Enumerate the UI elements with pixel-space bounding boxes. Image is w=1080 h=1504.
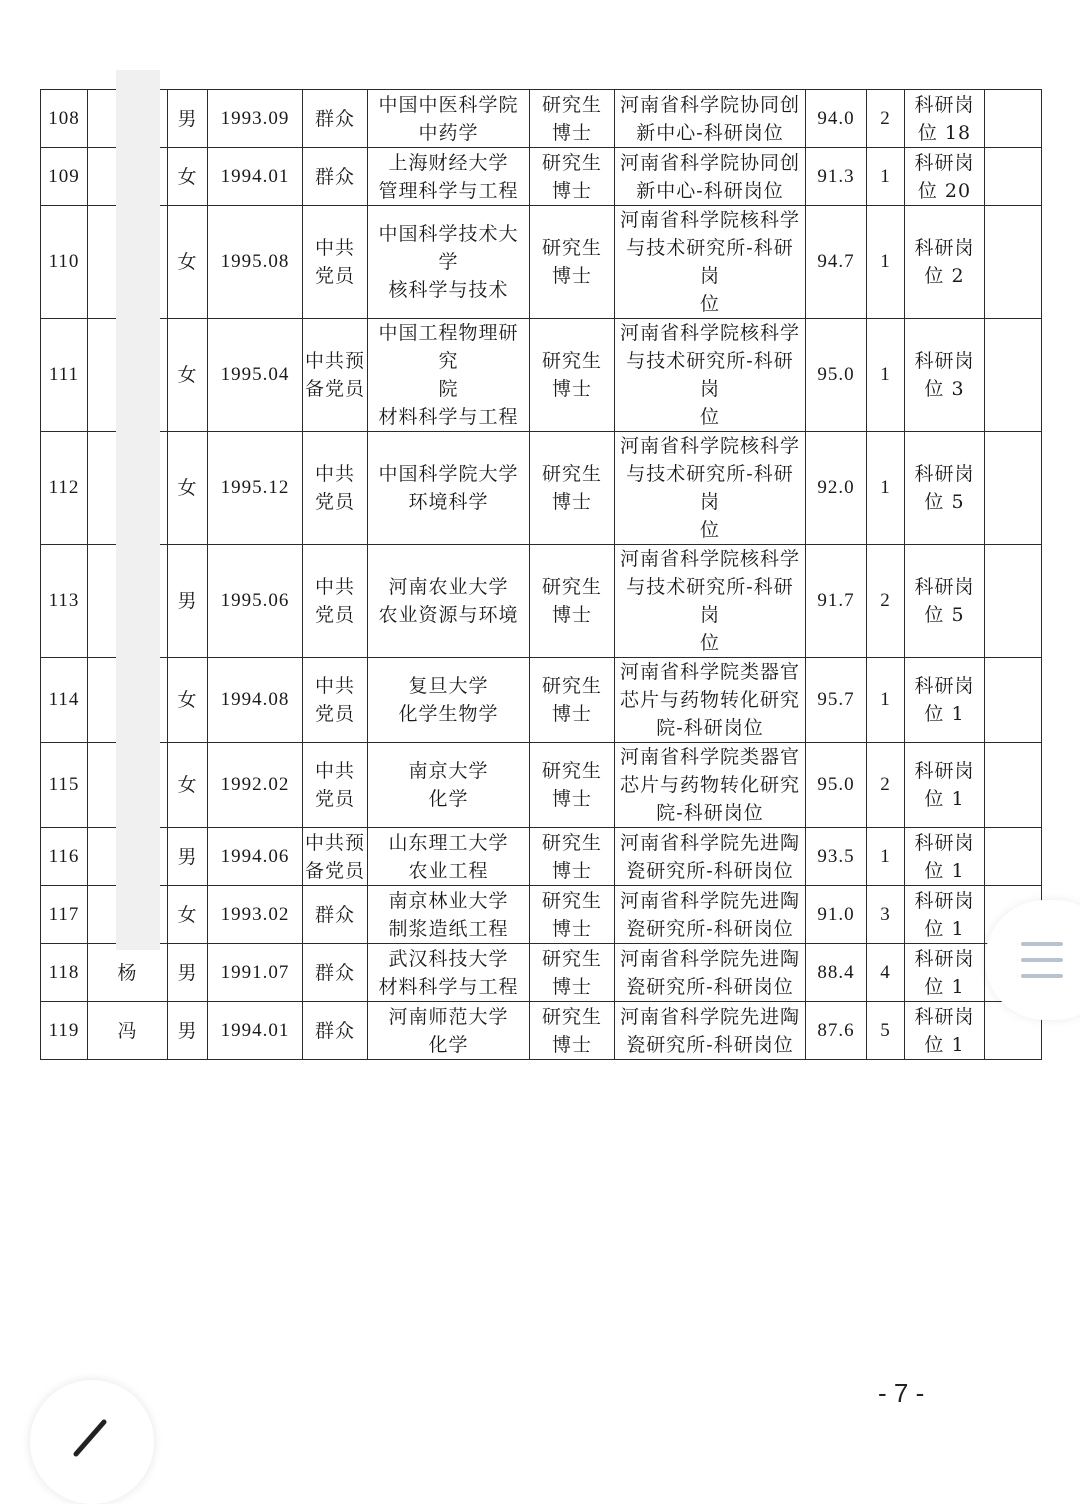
edit-button[interactable] xyxy=(30,1380,154,1504)
cell-politics-text: 群众 xyxy=(314,1019,355,1042)
cell-post xyxy=(905,545,985,658)
cell-birth-text: 1994.06 xyxy=(220,845,290,867)
cell-degree xyxy=(530,206,615,319)
cell-degree xyxy=(530,545,615,658)
cell-unit xyxy=(615,944,806,1002)
cell-politics xyxy=(303,1002,368,1060)
cell-politics xyxy=(303,658,368,743)
cell-unit xyxy=(615,545,806,658)
cell-school-text: 河南农业大学 农业资源与环境 xyxy=(378,576,519,626)
cell-gender xyxy=(168,1002,208,1060)
cell-name xyxy=(88,1002,168,1060)
cell-politics xyxy=(303,319,368,432)
cell-unit-text: 河南省科学院核科学 与技术研究所-科研岗 位 xyxy=(619,548,800,654)
cell-school-text: 复旦大学 化学生物学 xyxy=(398,675,499,725)
cell-remark xyxy=(985,90,1042,148)
cell-remark xyxy=(985,743,1042,828)
cell-birth-text: 1993.09 xyxy=(220,107,290,129)
candidate-table xyxy=(40,89,1042,1060)
cell-gender-text: 男 xyxy=(177,590,198,612)
cell-no-text: 116 xyxy=(48,845,80,867)
cell-no xyxy=(41,545,88,658)
cell-degree-text: 研究生 博士 xyxy=(541,1005,602,1056)
cell-gender-text: 男 xyxy=(177,107,198,130)
cell-post-text: 科研岗 位 1 xyxy=(914,947,975,998)
cell-score xyxy=(806,1002,867,1060)
cell-politics-text: 中共 党员 xyxy=(314,463,355,513)
cell-score-text: 95.0 xyxy=(817,774,855,795)
cell-birth xyxy=(208,545,303,658)
cell-school-text: 河南师范大学 化学 xyxy=(388,1005,509,1056)
cell-politics xyxy=(303,886,368,944)
cell-no-text: 115 xyxy=(48,774,80,795)
cell-no-text: 112 xyxy=(48,477,80,498)
cell-no xyxy=(41,743,88,828)
cell-no xyxy=(41,90,88,148)
cell-post xyxy=(905,658,985,743)
cell-politics xyxy=(303,944,368,1002)
cell-rank-text: 4 xyxy=(880,961,891,983)
cell-degree-text: 研究生 博士 xyxy=(541,576,602,626)
cell-gender-text: 女 xyxy=(177,251,198,273)
cell-degree-text: 研究生 博士 xyxy=(541,350,602,400)
cell-school xyxy=(368,743,530,828)
table-row xyxy=(41,206,1042,319)
cell-degree xyxy=(530,886,615,944)
cell-no-text: 118 xyxy=(48,961,80,983)
cell-post xyxy=(905,148,985,206)
cell-gender-text: 女 xyxy=(177,903,198,926)
cell-no-text: 114 xyxy=(48,689,80,710)
cell-post-text: 科研岗 位 1 xyxy=(914,831,975,882)
cell-politics-text: 中共 党员 xyxy=(314,576,355,626)
cell-rank xyxy=(867,545,905,658)
cell-unit-text: 河南省科学院先进陶 瓷研究所-科研岗位 xyxy=(619,947,800,998)
table-row xyxy=(41,545,1042,658)
cell-school-text: 中国科学技术大学 核科学与技术 xyxy=(378,223,519,301)
cell-no-text: 110 xyxy=(48,251,80,272)
table-row xyxy=(41,432,1042,545)
cell-school-text: 中国中医科学院 中药学 xyxy=(378,93,519,144)
table-row xyxy=(41,148,1042,206)
cell-no xyxy=(41,432,88,545)
cell-rank xyxy=(867,90,905,148)
cell-birth-text: 1995.06 xyxy=(220,590,290,611)
cell-gender xyxy=(168,545,208,658)
cell-rank xyxy=(867,148,905,206)
table-row xyxy=(41,828,1042,886)
cell-politics-text: 中共 党员 xyxy=(314,675,355,725)
cell-score-text: 94.7 xyxy=(817,251,855,272)
cell-rank xyxy=(867,1002,905,1060)
table-row xyxy=(41,90,1042,148)
cell-gender-text: 男 xyxy=(177,1019,198,1042)
cell-unit-text: 河南省科学院先进陶 瓷研究所-科研岗位 xyxy=(619,1005,800,1056)
cell-birth xyxy=(208,90,303,148)
cell-gender xyxy=(168,886,208,944)
cell-gender-text: 女 xyxy=(177,165,198,188)
cell-birth-text: 1994.08 xyxy=(220,689,290,710)
cell-post xyxy=(905,319,985,432)
cell-gender xyxy=(168,944,208,1002)
page-number: - 7 - xyxy=(878,1378,925,1408)
cell-post-text: 科研岗 位 20 xyxy=(914,151,975,202)
cell-score-text: 91.0 xyxy=(817,903,855,925)
cell-post-text: 科研岗 位 2 xyxy=(914,237,975,287)
cell-politics-text: 群众 xyxy=(314,903,355,926)
cell-unit xyxy=(615,206,806,319)
cell-school xyxy=(368,206,530,319)
cell-school-text: 上海财经大学 管理科学与工程 xyxy=(378,151,519,202)
cell-unit xyxy=(615,1002,806,1060)
cell-gender xyxy=(168,90,208,148)
cell-remark xyxy=(985,545,1042,658)
cell-school xyxy=(368,1002,530,1060)
cell-birth xyxy=(208,1002,303,1060)
cell-degree xyxy=(530,90,615,148)
cell-score-text: 87.6 xyxy=(817,1019,855,1041)
table-row xyxy=(41,1002,1042,1060)
cell-gender-text: 男 xyxy=(177,961,198,984)
cell-post xyxy=(905,886,985,944)
table-body xyxy=(41,90,1042,1060)
cell-unit xyxy=(615,90,806,148)
cell-degree xyxy=(530,944,615,1002)
cell-post-text: 科研岗 位 3 xyxy=(914,350,975,400)
cell-unit-text: 河南省科学院先进陶 瓷研究所-科研岗位 xyxy=(619,889,800,940)
cell-degree-text: 研究生 博士 xyxy=(541,237,602,287)
cell-score xyxy=(806,90,867,148)
cell-rank xyxy=(867,743,905,828)
cell-unit xyxy=(615,319,806,432)
cell-no-text: 111 xyxy=(48,364,80,385)
cell-degree-text: 研究生 博士 xyxy=(541,947,602,998)
cell-birth xyxy=(208,319,303,432)
cell-degree-text: 研究生 博士 xyxy=(541,675,602,725)
cell-degree xyxy=(530,658,615,743)
cell-gender xyxy=(168,432,208,545)
cell-post xyxy=(905,743,985,828)
cell-gender xyxy=(168,743,208,828)
cell-score xyxy=(806,828,867,886)
cell-no-text: 108 xyxy=(48,107,80,129)
cell-unit-text: 河南省科学院协同创 新中心-科研岗位 xyxy=(619,151,800,202)
cell-name-text: 冯 xyxy=(117,1019,138,1042)
cell-birth-text: 1995.12 xyxy=(220,477,290,498)
cell-degree-text: 研究生 博士 xyxy=(541,760,602,810)
cell-remark xyxy=(985,319,1042,432)
cell-school xyxy=(368,658,530,743)
cell-no xyxy=(41,319,88,432)
cell-birth xyxy=(208,743,303,828)
cell-school-text: 武汉科技大学 材料科学与工程 xyxy=(378,947,519,998)
name-redaction-block xyxy=(116,70,160,950)
cell-post-text: 科研岗 位 18 xyxy=(914,93,975,144)
cell-unit xyxy=(615,886,806,944)
cell-degree xyxy=(530,828,615,886)
cell-gender-text: 女 xyxy=(177,774,198,796)
cell-school-text: 中国工程物理研究 院 材料科学与工程 xyxy=(378,322,519,428)
cell-score-text: 95.7 xyxy=(817,689,855,710)
cell-rank-text: 2 xyxy=(880,107,891,129)
table-row xyxy=(41,944,1042,1002)
table-row xyxy=(41,658,1042,743)
cell-gender-text: 女 xyxy=(177,364,198,386)
cell-degree-text: 研究生 博士 xyxy=(541,889,602,940)
cell-birth-text: 1992.02 xyxy=(220,774,290,795)
cell-birth xyxy=(208,658,303,743)
cell-score-text: 95.0 xyxy=(817,364,855,385)
cell-birth-text: 1991.07 xyxy=(220,961,290,983)
cell-remark xyxy=(985,148,1042,206)
cell-post-text: 科研岗 位 1 xyxy=(914,675,975,725)
cell-no xyxy=(41,944,88,1002)
cell-politics xyxy=(303,743,368,828)
cell-post xyxy=(905,206,985,319)
cell-score-text: 91.3 xyxy=(817,165,855,187)
cell-birth xyxy=(208,206,303,319)
pencil-icon xyxy=(70,1410,120,1460)
cell-unit xyxy=(615,432,806,545)
cell-gender-text: 女 xyxy=(177,477,198,499)
cell-degree xyxy=(530,148,615,206)
cell-unit xyxy=(615,148,806,206)
cell-gender xyxy=(168,148,208,206)
cell-remark xyxy=(985,432,1042,545)
cell-no-text: 119 xyxy=(48,1019,80,1041)
cell-school xyxy=(368,545,530,658)
cell-birth xyxy=(208,828,303,886)
cell-unit xyxy=(615,828,806,886)
cell-rank-text: 1 xyxy=(880,251,891,272)
cell-degree xyxy=(530,743,615,828)
cell-birth-text: 1994.01 xyxy=(220,165,290,187)
cell-rank-text: 1 xyxy=(880,165,891,187)
cell-gender-text: 男 xyxy=(177,845,198,868)
cell-remark xyxy=(985,206,1042,319)
cell-school-text: 南京大学 化学 xyxy=(408,760,489,810)
cell-rank-text: 3 xyxy=(880,903,891,925)
cell-remark xyxy=(985,658,1042,743)
cell-no xyxy=(41,148,88,206)
cell-score-text: 88.4 xyxy=(817,961,855,983)
cell-rank-text: 2 xyxy=(880,774,891,795)
cell-politics-text: 群众 xyxy=(314,107,355,130)
cell-school-text: 南京林业大学 制浆造纸工程 xyxy=(388,889,509,940)
cell-rank xyxy=(867,944,905,1002)
cell-degree-text: 研究生 博士 xyxy=(541,463,602,513)
cell-score-text: 93.5 xyxy=(817,845,855,867)
cell-post xyxy=(905,828,985,886)
cell-birth-text: 1995.04 xyxy=(220,364,290,385)
cell-unit xyxy=(615,743,806,828)
cell-rank xyxy=(867,432,905,545)
cell-score-text: 92.0 xyxy=(817,477,855,498)
cell-unit-text: 河南省科学院核科学 与技术研究所-科研岗 位 xyxy=(619,322,800,428)
cell-degree xyxy=(530,432,615,545)
cell-rank xyxy=(867,886,905,944)
cell-politics xyxy=(303,828,368,886)
cell-school-text: 中国科学院大学 环境科学 xyxy=(378,463,519,513)
cell-remark xyxy=(985,828,1042,886)
cell-rank-text: 1 xyxy=(880,477,891,498)
cell-score-text: 91.7 xyxy=(817,590,855,611)
cell-birth xyxy=(208,148,303,206)
cell-unit-text: 河南省科学院协同创 新中心-科研岗位 xyxy=(619,93,800,144)
cell-politics xyxy=(303,206,368,319)
cell-school xyxy=(368,90,530,148)
cell-no xyxy=(41,658,88,743)
cell-school xyxy=(368,319,530,432)
cell-no xyxy=(41,828,88,886)
cell-score xyxy=(806,148,867,206)
cell-birth xyxy=(208,944,303,1002)
cell-score xyxy=(806,658,867,743)
cell-no xyxy=(41,886,88,944)
cell-name xyxy=(88,944,168,1002)
cell-no-text: 113 xyxy=(48,590,80,611)
cell-no-text: 117 xyxy=(48,903,80,925)
cell-score xyxy=(806,944,867,1002)
cell-name-text: 杨 xyxy=(117,961,138,984)
cell-score xyxy=(806,319,867,432)
cell-politics-text: 中共预 备党员 xyxy=(305,831,366,882)
cell-gender xyxy=(168,206,208,319)
cell-post-text: 科研岗 位 1 xyxy=(914,889,975,940)
cell-birth-text: 1994.01 xyxy=(220,1019,290,1041)
cell-unit xyxy=(615,658,806,743)
cell-school xyxy=(368,148,530,206)
cell-post-text: 科研岗 位 1 xyxy=(914,760,975,810)
cell-politics xyxy=(303,545,368,658)
cell-post xyxy=(905,432,985,545)
cell-politics xyxy=(303,148,368,206)
table-row xyxy=(41,319,1042,432)
cell-rank-text: 1 xyxy=(880,364,891,385)
cell-post-text: 科研岗 位 5 xyxy=(914,576,975,626)
cell-no-text: 109 xyxy=(48,165,80,187)
cell-degree-text: 研究生 博士 xyxy=(541,151,602,202)
cell-post xyxy=(905,1002,985,1060)
cell-rank xyxy=(867,319,905,432)
cell-politics-text: 中共 党员 xyxy=(314,237,355,287)
cell-gender xyxy=(168,319,208,432)
cell-school xyxy=(368,944,530,1002)
cell-score xyxy=(806,545,867,658)
cell-rank-text: 5 xyxy=(880,1019,891,1041)
cell-rank xyxy=(867,658,905,743)
cell-unit-text: 河南省科学院类器官 芯片与药物转化研究 院-科研岗位 xyxy=(619,746,800,824)
cell-gender-text: 女 xyxy=(177,689,198,711)
cell-birth-text: 1995.08 xyxy=(220,251,290,272)
cell-rank-text: 1 xyxy=(880,845,891,867)
cell-rank xyxy=(867,206,905,319)
cell-rank xyxy=(867,828,905,886)
cell-politics-text: 群众 xyxy=(314,165,355,188)
cell-post-text: 科研岗 位 1 xyxy=(914,1005,975,1056)
cell-score xyxy=(806,432,867,545)
cell-unit-text: 河南省科学院类器官 芯片与药物转化研究 院-科研岗位 xyxy=(619,661,800,739)
cell-birth-text: 1993.02 xyxy=(220,903,290,925)
cell-school xyxy=(368,886,530,944)
cell-birth xyxy=(208,886,303,944)
table-row xyxy=(41,743,1042,828)
cell-school xyxy=(368,432,530,545)
table-row xyxy=(41,886,1042,944)
cell-post xyxy=(905,90,985,148)
cell-politics xyxy=(303,90,368,148)
cell-rank-text: 1 xyxy=(880,689,891,710)
cell-no xyxy=(41,1002,88,1060)
cell-gender xyxy=(168,828,208,886)
cell-post-text: 科研岗 位 5 xyxy=(914,463,975,513)
cell-politics-text: 群众 xyxy=(314,961,355,984)
cell-no xyxy=(41,206,88,319)
cell-post xyxy=(905,944,985,1002)
cell-unit-text: 河南省科学院先进陶 瓷研究所-科研岗位 xyxy=(619,831,800,882)
cell-unit-text: 河南省科学院核科学 与技术研究所-科研岗 位 xyxy=(619,435,800,541)
cell-score xyxy=(806,886,867,944)
cell-politics xyxy=(303,432,368,545)
cell-politics-text: 中共 党员 xyxy=(314,760,355,810)
cell-degree-text: 研究生 博士 xyxy=(541,831,602,882)
cell-school xyxy=(368,828,530,886)
cell-birth xyxy=(208,432,303,545)
cell-gender xyxy=(168,658,208,743)
cell-score xyxy=(806,206,867,319)
cell-degree-text: 研究生 博士 xyxy=(541,93,602,144)
cell-rank-text: 2 xyxy=(880,590,891,611)
cell-politics-text: 中共预 备党员 xyxy=(305,350,366,400)
cell-score-text: 94.0 xyxy=(817,107,855,129)
cell-score xyxy=(806,743,867,828)
cell-degree xyxy=(530,319,615,432)
cell-degree xyxy=(530,1002,615,1060)
cell-unit-text: 河南省科学院核科学 与技术研究所-科研岗 位 xyxy=(619,209,800,315)
cell-school-text: 山东理工大学 农业工程 xyxy=(388,831,509,882)
